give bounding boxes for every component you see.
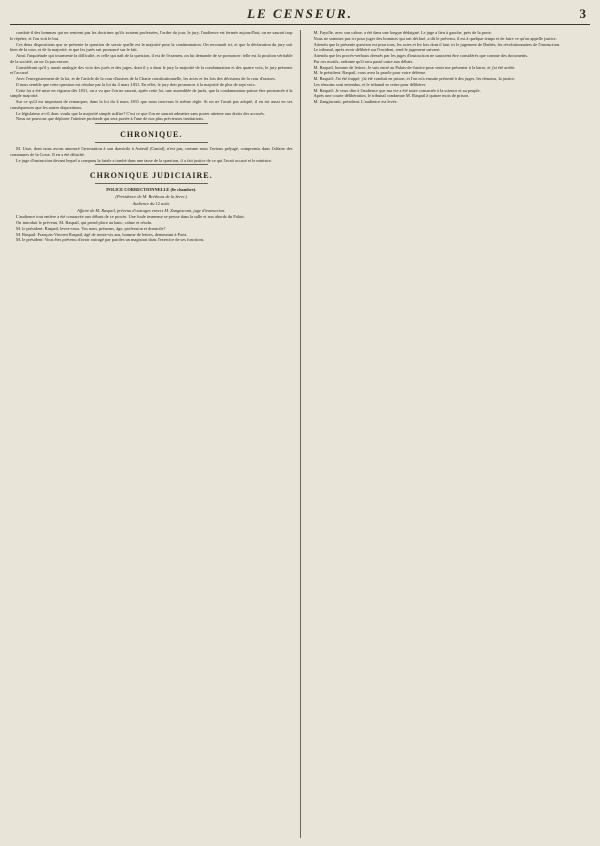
- right-column: [301, 30, 591, 838]
- paragraph: Avec l'enregistrement de la loi, et de l'article de la cour d'assises de la Charte constitutionnelle, les actes et les lois des décisions de la cour d'assises.: [16, 76, 276, 81]
- paragraph: Considérant qu'il y aurait analogie des voix des jurés et des juges, dont il y a dans le jury la majorité de la condamnation et des quatre voix, le jury présente et l'accusé.: [10, 64, 293, 76]
- paragraph: Ainsi l'inquiétude qui tourmente la difficulté, et celle qui naît de la question, il est de l'examen, on lui demande de se prononcer: telle est la position véritable de la société, on ne l'a pas encore.: [10, 53, 293, 64]
- paragraph: M. le président: Vous êtes prévenu d'avoir outragé par paroles un magistrat dans l'exercice de ses fonctions.: [16, 237, 205, 243]
- page-number: 3: [579, 6, 586, 21]
- paragraph: M. le président: Raspail, vous avez la parole pour votre défense.: [313, 70, 427, 76]
- audience-date: Audience du 12 août.: [132, 200, 170, 206]
- paragraph: M. Usse, dont nous avons annoncé l'arrestation à son domicile à Auteuil (Cantal), n'est pas, comme nous l'avions préjugé, compromis dans l'affaire des communes de la Corse. Il en a été détaché.: [10, 146, 293, 157]
- paragraph: L'audience tout entière a été consacrée aux débats de ce procès. Une foule immense se presse dans la salle et aux abords du Palais.: [16, 214, 245, 220]
- affaire-title: Affaire de M. Raspail, prévenu d'outrages envers M. Zangiacomi, juge d'instruction.: [77, 207, 226, 213]
- paragraph: Ces deux dispositions que se présente la question de savoir quelle est la majorité pour la condamnation. On reconnaît ici, et que la déclaration du jury soit bien de la cour, et de la majorité, et que les jurés ont prononcé sur le fait.: [10, 41, 293, 53]
- chronique-heading: CHRONIQUE.: [120, 130, 183, 139]
- paragraph: M. le président: Raspail, levez-vous. Vos nom, prénoms, âge, profession et domicile?: [16, 225, 166, 231]
- newspaper-title: LE CENSEUR.: [247, 6, 353, 21]
- paragraph: M. Raspail: J'ai été frappé, j'ai été conduit en prison, et l'on m'a ensuite présenté à des juges, les témoins, la justice.: [313, 76, 516, 81]
- left-column: [10, 30, 301, 838]
- paragraph: Sur ce qu'il est important de remarquer, dans la loi du 4 mars 1831 que nous trouvons le même règle. Si on ne l'avait pas adopté, il en est aussi en ses conséquences que les autres dispositions.: [10, 99, 293, 110]
- section-divider: [95, 123, 208, 124]
- paragraph: Les témoins sont entendus, et le tribunal se retire pour délibérer.: [313, 81, 427, 87]
- paragraph: On introduit le prévenu, M. Raspail, qui prend place au banc, calme et résolu.: [16, 220, 153, 225]
- paragraph: M. Raspail: Je veux dire à l'audience que ma vie a été toute consacrée à la science et au peuple.: [313, 87, 481, 93]
- paragraph: Attendu que la présente question est pour tous, les actes et les lois dont il faut ici le jugement de Barbès, les révolutionnaires de l'instruction.: [313, 41, 561, 47]
- paragraph: Attendu que les procès-verbaux dressés par les juges d'instruction ne sauraient être considérés que comme des documents.: [313, 53, 529, 58]
- paragraph: conduit-il des hommes qui ne rentrent pas les doctrines qu'ils avaient professées, l'ordre du jour, le jury, l'audience est fermée aujourd'hui; on ne saurait trop le répéter, et l'on voit le but.: [10, 30, 293, 41]
- paragraph: M. Zangiacomi, président: L'audience est levée.: [313, 99, 398, 104]
- paragraph: Par ces motifs, ordonne qu'il sera passé outre aux débats.: [313, 58, 414, 64]
- paragraph: M. Fayolle, avec son calme, a été dans une longue dédaigné. Le juge a lieu à gauche, près de la porte.: [313, 30, 492, 35]
- paragraph: Nous ne sommes pas ici pour juger des hommes qui ont déclaré, a dit le prévenu, il est à quelque temps et de faire ce qu'on appelle justice.: [313, 35, 557, 41]
- presidence: (Présidence de M. Bréthous de la Serre.): [115, 194, 188, 199]
- paragraph: Nous ne pouvons que déplorer l'atteinte profonde qui sera portée à l'une de nos plus précieuses institutions.: [16, 116, 205, 122]
- court-name: POLICE CORRECTIONNELLE (6e chambre).: [106, 187, 197, 193]
- paragraph: Le législateur a-t-il donc voulu que la majorité simple suffise? C'est ce que l'on ne saurait admettre sans porter atteinte aux droits des accusés.: [16, 110, 265, 116]
- section-divider: [95, 142, 208, 143]
- paragraph: M. Raspail, homme de lettres: Je suis entré au Palais-de-Justice pour venir me présenter à la barre, et j'ai été arrêté.: [313, 64, 516, 70]
- paragraph: Après une courte délibération, le tribunal condamne M. Raspail à quinze mois de prison.: [313, 93, 470, 99]
- article-columns: [10, 30, 590, 838]
- paragraph: Il nous semble que cette question est résolue par la loi du 4 mars 1831. En effet, le jury doit prononcer à la majorité de plus de sept voix.: [16, 81, 256, 87]
- paragraph: M. Raspail: François-Vincent Raspail, âgé de trente-six ans, homme de lettres, demeurant à Paris.: [16, 231, 188, 237]
- paragraph: Le tribunal, après avoir délibéré sur l'incident, rend le jugement suivant:: [313, 47, 441, 53]
- paragraph: Le juge d'instruction devant lequel a comparu la fatale a tombé dans une tasse de la question, il a fait justice de ce qui l'avait accusé et le ministre.: [16, 157, 272, 163]
- chronique-judiciaire-heading: CHRONIQUE JUDICIAIRE.: [89, 171, 213, 181]
- paragraph: Cette loi a été mise en vigueur dès 1831, on a vu que l'on ne saurait, après cette loi, une assemblée de jurés, que la condamnation puisse être prononcée à la simple majorité.: [10, 87, 293, 99]
- masthead: [10, 6, 590, 25]
- section-divider: [95, 164, 208, 165]
- section-divider: [95, 183, 208, 184]
